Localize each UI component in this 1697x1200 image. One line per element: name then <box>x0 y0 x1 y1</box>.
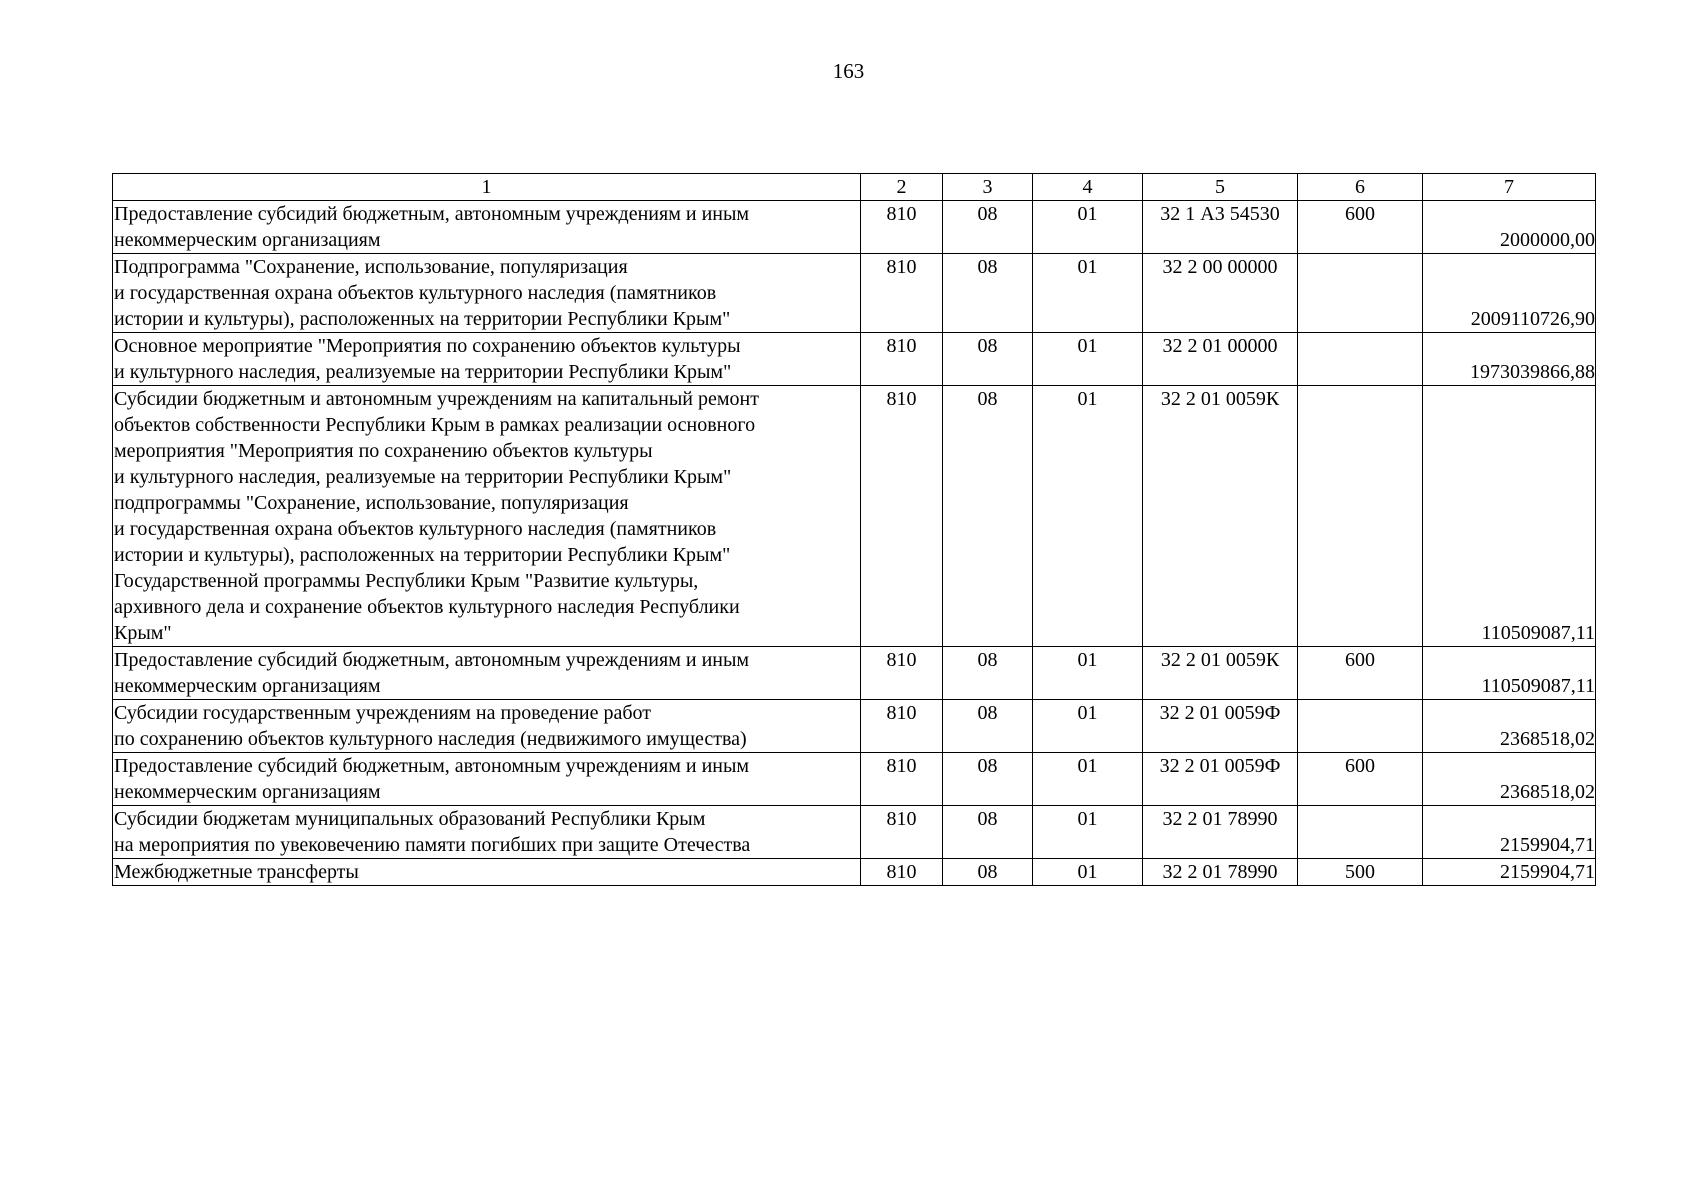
cell-code-3: 08 <box>943 806 1033 859</box>
cell-name: Субсидии государственным учреждениям на проведение работ по сохранению объектов культурного наследия (недвижимого имущества) <box>113 700 861 753</box>
header-cell-7: 7 <box>1423 174 1596 201</box>
cell-name: Межбюджетные трансферты <box>113 859 861 886</box>
table-row <box>113 700 1596 753</box>
table-row <box>113 386 1596 647</box>
cell-amount: 2159904,71 <box>1423 806 1596 859</box>
header-cell-1: 1 <box>113 174 861 201</box>
cell-code-6 <box>1298 254 1423 333</box>
header-cell-5: 5 <box>1143 174 1298 201</box>
cell-code-5: 32 2 01 0059К <box>1143 647 1298 700</box>
cell-code-4: 01 <box>1033 254 1143 333</box>
cell-code-5: 32 2 01 0059Ф <box>1143 753 1298 806</box>
cell-code-5: 32 2 01 78990 <box>1143 859 1298 886</box>
cell-name: Субсидии бюджетным и автономным учреждениям на капитальный ремонт объектов собственности Республики Крым в рамках реализации основного мероприятия "Мероприятия по сохранению объектов культуры и культурного наследия, реализуемые на территории Республики Крым" подпрограммы "Сохранение, использование, популяризация и государственная охрана объектов культурного наследия (памятников истории и культуры), расположенных на территории Республики Крым" Государственной программы Республики Крым "Развитие культуры, архивного дела и сохранение объектов культурного наследия Республики Крым" <box>113 386 861 647</box>
table-row <box>113 753 1596 806</box>
cell-amount: 2368518,02 <box>1423 700 1596 753</box>
cell-code-3: 08 <box>943 254 1033 333</box>
cell-amount: 2159904,71 <box>1423 859 1596 886</box>
header-cell-2: 2 <box>861 174 943 201</box>
cell-code-2: 810 <box>861 753 943 806</box>
cell-code-6: 500 <box>1298 859 1423 886</box>
table-body <box>113 174 1596 886</box>
cell-code-6 <box>1298 700 1423 753</box>
cell-code-4: 01 <box>1033 753 1143 806</box>
cell-name: Субсидии бюджетам муниципальных образований Республики Крым на мероприятия по увековечению памяти погибших при защите Отечества <box>113 806 861 859</box>
cell-code-4: 01 <box>1033 386 1143 647</box>
cell-code-2: 810 <box>861 201 943 254</box>
table-row <box>113 806 1596 859</box>
cell-code-4: 01 <box>1033 859 1143 886</box>
cell-amount: 110509087,11 <box>1423 386 1596 647</box>
cell-code-5: 32 1 А3 54530 <box>1143 201 1298 254</box>
budget-table <box>112 173 1596 886</box>
table-row <box>113 333 1596 386</box>
cell-code-4: 01 <box>1033 201 1143 254</box>
cell-code-2: 810 <box>861 647 943 700</box>
cell-code-2: 810 <box>861 700 943 753</box>
table-row <box>113 647 1596 700</box>
cell-code-3: 08 <box>943 201 1033 254</box>
cell-code-3: 08 <box>943 333 1033 386</box>
cell-code-5: 32 2 01 00000 <box>1143 333 1298 386</box>
cell-code-3: 08 <box>943 700 1033 753</box>
cell-amount: 2000000,00 <box>1423 201 1596 254</box>
cell-code-3: 08 <box>943 753 1033 806</box>
header-cell-6: 6 <box>1298 174 1423 201</box>
cell-code-2: 810 <box>861 806 943 859</box>
cell-name: Подпрограмма "Сохранение, использование, популяризация и государственная охрана объектов культурного наследия (памятников истории и культуры), расположенных на территории Республики Крым" <box>113 254 861 333</box>
cell-code-6: 600 <box>1298 753 1423 806</box>
cell-code-5: 32 2 00 00000 <box>1143 254 1298 333</box>
header-row <box>113 174 1596 201</box>
cell-amount: 2009110726,90 <box>1423 254 1596 333</box>
cell-name: Основное мероприятие "Мероприятия по сохранению объектов культуры и культурного наследия, реализуемые на территории Республики Крым" <box>113 333 861 386</box>
cell-code-4: 01 <box>1033 700 1143 753</box>
cell-code-2: 810 <box>861 386 943 647</box>
cell-code-6 <box>1298 386 1423 647</box>
cell-code-2: 810 <box>861 859 943 886</box>
cell-amount: 2368518,02 <box>1423 753 1596 806</box>
cell-name: Предоставление субсидий бюджетным, автономным учреждениям и иным некоммерческим организациям <box>113 647 861 700</box>
table-row <box>113 254 1596 333</box>
cell-code-6 <box>1298 806 1423 859</box>
cell-code-3: 08 <box>943 859 1033 886</box>
cell-amount: 1973039866,88 <box>1423 333 1596 386</box>
cell-name: Предоставление субсидий бюджетным, автономным учреждениям и иным некоммерческим организациям <box>113 201 861 254</box>
table-row <box>113 201 1596 254</box>
cell-amount: 110509087,11 <box>1423 647 1596 700</box>
cell-code-4: 01 <box>1033 647 1143 700</box>
cell-code-4: 01 <box>1033 806 1143 859</box>
cell-code-4: 01 <box>1033 333 1143 386</box>
cell-code-6: 600 <box>1298 647 1423 700</box>
header-cell-3: 3 <box>943 174 1033 201</box>
cell-code-2: 810 <box>861 254 943 333</box>
cell-name: Предоставление субсидий бюджетным, автономным учреждениям и иным некоммерческим организациям <box>113 753 861 806</box>
cell-code-5: 32 2 01 0059Ф <box>1143 700 1298 753</box>
cell-code-3: 08 <box>943 386 1033 647</box>
page-number: 163 <box>832 59 865 83</box>
cell-code-3: 08 <box>943 647 1033 700</box>
table-row <box>113 859 1596 886</box>
cell-code-6: 600 <box>1298 201 1423 254</box>
header-cell-4: 4 <box>1033 174 1143 201</box>
cell-code-6 <box>1298 333 1423 386</box>
cell-code-5: 32 2 01 78990 <box>1143 806 1298 859</box>
cell-code-2: 810 <box>861 333 943 386</box>
cell-code-5: 32 2 01 0059К <box>1143 386 1298 647</box>
